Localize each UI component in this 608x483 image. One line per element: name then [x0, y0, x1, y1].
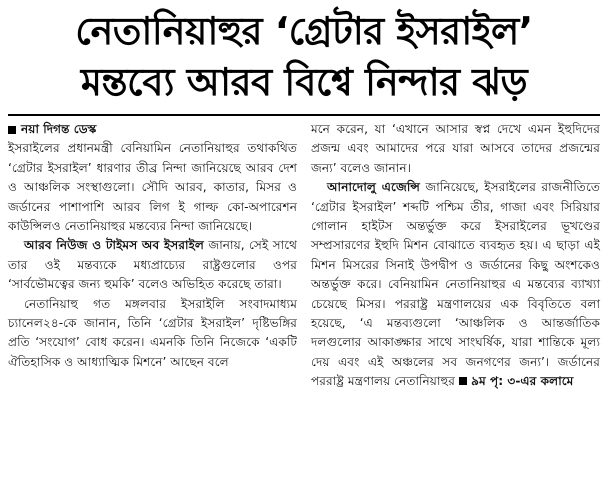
paragraph-3: নেতানিয়াহু গত মঙ্গলবার ইসরাইলি সংবাদমাধ্যম চ্যানেল২৪-কে জানান, তিনি ‘গ্রেটার ইসরাইল’ দৃষ্টিভঙ্গির প্রতি ‘সংযোগ’ বোধ করেন। এমনকি তিনি নিজেকে ‘একটি ঐতিহাসিক ও আধ্যাত্মিক মিশনে’ আছেন বলে — [8, 296, 297, 369]
paragraph-4: মনে করেন, যা ‘এখানে আসার স্বপ্ন দেখে এমন ইহুদিদের প্রজন্ম এবং আমাদের পরে যারা আসবে তাদের প্রজন্মের জন্য’ বলেও জানান। — [311, 122, 600, 175]
source-anadolu: আনাদোলু এজেন্সি — [327, 180, 420, 195]
column-right — [311, 120, 600, 392]
paragraph-1: ইসরাইলের প্রধানমন্ত্রী বেনিয়ামিন নেতানিয়াহুর তথাকথিত ‘গ্রেটার ইসরাইল’ ধারণার তীব্র নিন্দা জানিয়েছে আরব দেশ ও আঞ্চলিক সংস্থাগুলো। সৌদি আরব, কাতার, মিসর ও জর্ডানের পাশাপাশি আরব লিগ ই গাল্ফ কো-অপারেশন কাউন্সিলও নেতানিয়াহুর মন্তব্যের নিন্দা জানিয়েছে। — [8, 141, 297, 234]
byline-text: নয়া দিগন্ত ডেস্ক — [21, 122, 97, 136]
paragraph-5 — [311, 178, 600, 391]
paragraph-5-text: জানিয়েছে, ইসরাইলের রাজনীতিতে ‘গ্রেটার ইসরাইল’ শব্দটি পশ্চিম তীর, গাজা এবং সিরিয়ার গোলান হাইটস অন্তর্ভুক্ত করে ইসরাইলের ভূখণ্ডের সম্প্রসারণের ইহুদি মিশন বোঝাতে ব্যবহৃত হয়। এ ছাড়া এই মিশন মিসরের সিনাই উপদ্বীপ ও জর্ডানের কিছু অংশকেও অন্তর্ভুক্ত করে। বেনিয়ামিন নেতানিয়াহুর এ মন্তব্যের ব্যাখ্যা চেয়েছে মিসর। পররাষ্ট্র মন্ত্রণালয়ের এক বিবৃতিতে বলা হয়েছে, ‘এ মন্তব্যগুলো ‘আঞ্চলিক ও আন্তর্জাতিক দলগুলোর আকাঙ্ক্ষার সাথে সাংঘর্ষিক, যারা শান্তিকে মূল্য দেয় এবং এই অঞ্চলের সব জনগণের জন্য’। জর্ডানের পররাষ্ট্র মন্ত্রণালয় নেতানিয়াহুর — [311, 180, 600, 389]
headline-rule — [8, 114, 600, 116]
continued-text: ৯ম পৃ: ৩-এর কলামে — [471, 374, 574, 389]
article-columns — [8, 120, 600, 392]
headline-line-1: নেতানিয়াহুর ‘গ্রেটার ইসরাইল’ — [75, 9, 533, 53]
headline-line-2: মন্তব্যে আরব বিশ্বে নিন্দার ঝড় — [80, 60, 528, 104]
paragraph-2 — [8, 236, 297, 294]
paragraph-2-text: জানায়, সেই সাথে তার ওই মন্তব্যকে মধ্যপ্রাচ্যের রাষ্ট্রগুলোর ওপর ‘সার্বভৌমত্বের জন্য হুমকি’ বলেও অভিহিত করেছে তারা। — [8, 238, 297, 292]
byline — [8, 120, 297, 139]
byline-square-icon — [8, 126, 16, 134]
source-arab-news: আরব নিউজ ও টাইমস অব ইসরাইল — [24, 238, 205, 253]
column-left — [8, 120, 297, 392]
continued-note — [459, 374, 574, 388]
continued-square-icon — [459, 377, 467, 385]
